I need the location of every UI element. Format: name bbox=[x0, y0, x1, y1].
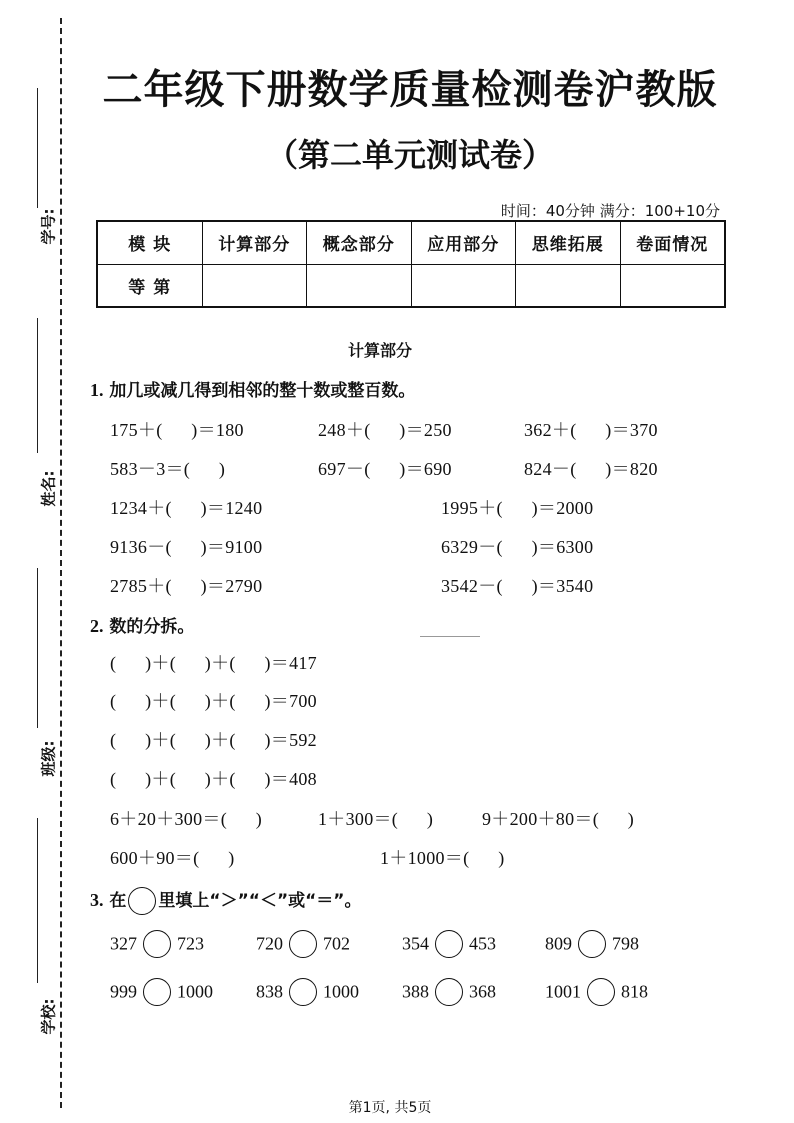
question-1-heading bbox=[90, 376, 415, 401]
compare-item bbox=[402, 930, 496, 958]
student-id-field[interactable]: 学号: bbox=[14, 88, 54, 258]
answer-circle[interactable] bbox=[435, 930, 463, 958]
compare-left: 1001 bbox=[545, 981, 581, 1002]
compare-right: 1000 bbox=[323, 981, 359, 1002]
compare-item bbox=[256, 930, 350, 958]
question-text: 里填上“＞”“＜”或“＝”。 bbox=[158, 891, 362, 911]
score-table-cell: 思维拓展 bbox=[516, 221, 621, 264]
compare-left: 838 bbox=[256, 981, 283, 1002]
circle-icon bbox=[128, 887, 156, 915]
answer-circle[interactable] bbox=[289, 978, 317, 1006]
exam-time-and-score: 时间：40分钟 满分：100+10分 bbox=[500, 202, 720, 220]
question-number: 1. bbox=[90, 380, 104, 400]
grade-input-cell[interactable] bbox=[516, 264, 621, 307]
answer-circle[interactable] bbox=[587, 978, 615, 1006]
compare-item bbox=[256, 978, 359, 1006]
answer-circle[interactable] bbox=[289, 930, 317, 958]
q1-item[interactable]: 362＋( )＝370 bbox=[524, 420, 658, 440]
question-2-heading bbox=[90, 612, 194, 637]
compare-right: 453 bbox=[469, 933, 496, 954]
score-table-cell: 卷面情况 bbox=[620, 221, 725, 264]
compare-right: 818 bbox=[621, 981, 648, 1002]
score-table-cell: 概念部分 bbox=[307, 221, 412, 264]
grade-input-cell[interactable] bbox=[307, 264, 412, 307]
q1-item[interactable]: 1995＋( )＝2000 bbox=[441, 498, 594, 518]
page-title: 二年级下册数学质量检测卷沪教版 bbox=[102, 67, 718, 113]
compare-right: 702 bbox=[323, 933, 350, 954]
score-table-cell: 等 第 bbox=[97, 264, 202, 307]
compare-left: 720 bbox=[256, 933, 283, 954]
compare-item bbox=[110, 930, 204, 958]
q1-item[interactable]: 9136－( )＝9100 bbox=[110, 537, 263, 557]
q2-item[interactable]: 9＋200＋80＝( ) bbox=[482, 809, 635, 829]
name-field[interactable]: 姓名: bbox=[14, 318, 54, 518]
q1-item[interactable]: 1234＋( )＝1240 bbox=[110, 498, 263, 518]
compare-left: 999 bbox=[110, 981, 137, 1002]
binding-dashed-line bbox=[60, 18, 62, 1108]
compare-left: 388 bbox=[402, 981, 429, 1002]
page-subtitle: （第二单元测试卷） bbox=[265, 136, 554, 174]
question-3-heading bbox=[90, 886, 361, 915]
question-number: 3. bbox=[90, 890, 104, 910]
section-title: 计算部分 bbox=[347, 341, 412, 360]
question-text: 数的分拆。 bbox=[109, 617, 195, 637]
grade-input-cell[interactable] bbox=[202, 264, 307, 307]
q2-item[interactable]: ( )＋( )＋( )＝700 bbox=[110, 691, 317, 711]
compare-item bbox=[402, 978, 496, 1006]
q1-item[interactable]: 583－3＝( ) bbox=[110, 459, 226, 479]
compare-right: 798 bbox=[612, 933, 639, 954]
score-table-header-row bbox=[97, 221, 725, 264]
q1-item[interactable]: 3542－( )＝3540 bbox=[441, 576, 594, 596]
q1-item[interactable]: 6329－( )＝6300 bbox=[441, 537, 594, 557]
grade-input-cell[interactable] bbox=[620, 264, 725, 307]
q2-item[interactable]: 1＋1000＝( ) bbox=[380, 848, 505, 868]
compare-item bbox=[545, 978, 648, 1006]
class-field[interactable]: 班级: bbox=[14, 568, 54, 788]
q1-item[interactable]: 824－( )＝820 bbox=[524, 459, 658, 479]
score-table-cell: 应用部分 bbox=[411, 221, 516, 264]
question-text: 加几或减几得到相邻的整十数或整百数。 bbox=[109, 381, 416, 401]
q2-item[interactable]: 1＋300＝( ) bbox=[318, 809, 434, 829]
answer-circle[interactable] bbox=[578, 930, 606, 958]
compare-item bbox=[110, 978, 213, 1006]
compare-left: 354 bbox=[402, 933, 429, 954]
q2-item[interactable]: ( )＋( )＋( )＝592 bbox=[110, 730, 317, 750]
q1-item[interactable]: 248＋( )＝250 bbox=[318, 420, 452, 440]
compare-left: 327 bbox=[110, 933, 137, 954]
answer-circle[interactable] bbox=[143, 930, 171, 958]
q2-item[interactable]: ( )＋( )＋( )＝408 bbox=[110, 769, 317, 789]
compare-right: 368 bbox=[469, 981, 496, 1002]
answer-circle[interactable] bbox=[435, 978, 463, 1006]
score-table-grade-row bbox=[97, 264, 725, 307]
compare-right: 1000 bbox=[177, 981, 213, 1002]
compare-left: 809 bbox=[545, 933, 572, 954]
answer-circle[interactable] bbox=[143, 978, 171, 1006]
question-number: 2. bbox=[90, 616, 104, 636]
compare-right: 723 bbox=[177, 933, 204, 954]
q2-item[interactable]: 6＋20＋300＝( ) bbox=[110, 809, 263, 829]
score-table-cell: 计算部分 bbox=[202, 221, 307, 264]
score-table-cell: 模 块 bbox=[97, 221, 202, 264]
school-field[interactable]: 学校: bbox=[14, 818, 54, 1038]
question-text: 在 bbox=[109, 891, 127, 911]
q2-item[interactable]: 600＋90＝( ) bbox=[110, 848, 235, 868]
page-footer: 第1页, 共5页 bbox=[348, 1100, 432, 1116]
scan-mark bbox=[420, 636, 480, 637]
q2-item[interactable]: ( )＋( )＋( )＝417 bbox=[110, 653, 317, 673]
q1-item[interactable]: 697－( )＝690 bbox=[318, 459, 452, 479]
q1-item[interactable]: 2785＋( )＝2790 bbox=[110, 576, 263, 596]
compare-item bbox=[545, 930, 639, 958]
q1-item[interactable]: 175＋( )＝180 bbox=[110, 420, 244, 440]
grade-input-cell[interactable] bbox=[411, 264, 516, 307]
score-table bbox=[96, 220, 726, 308]
